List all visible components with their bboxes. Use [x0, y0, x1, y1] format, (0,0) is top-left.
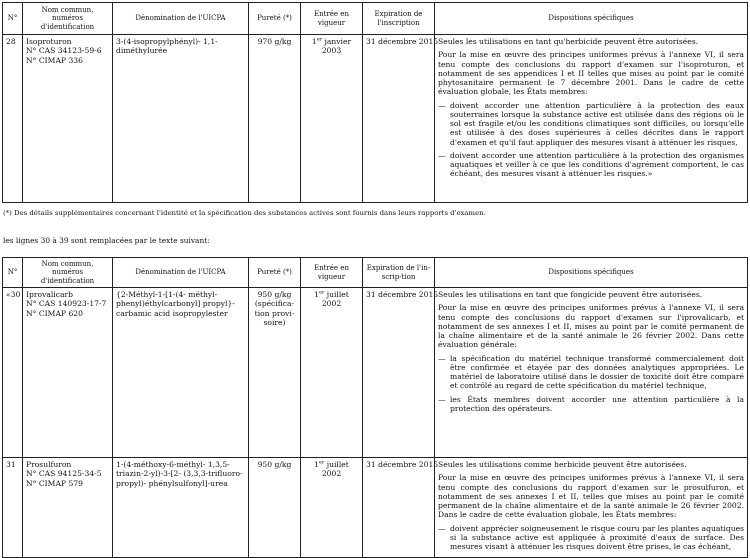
cas-number: N° CAS 94125-34-5 — [26, 469, 102, 479]
entry-day: 1 — [311, 37, 317, 46]
header-no: N° — [3, 3, 23, 35]
specific-provisions — [435, 458, 748, 558]
footnote: (*) Des détails supplémentaires concernant l'identité et la spécification des substances actives sont fournis dans leurs rapports d'examen. — [3, 209, 486, 217]
entry-rest: janvier 2003 — [321, 37, 352, 56]
iupac-name: {2-Méthyl-1-[1-(4- méthyl-phenyl)éthylcarbonyl] propyl}-carbamic acid isopropylester — [113, 288, 249, 458]
header-purity: Pureté (*) — [249, 3, 301, 35]
entry-day: 1 — [314, 290, 319, 299]
header-purity: Pureté (*) — [249, 258, 301, 288]
row-number: 28 — [3, 35, 23, 203]
header-provisions: Dispositions spécifiques — [435, 258, 748, 288]
dash-marker: — — [438, 100, 446, 110]
common-name-cell — [23, 288, 113, 458]
header-expiry: Expiration de l'inscription — [363, 3, 435, 35]
entry-rest: juillet 2002 — [321, 290, 349, 309]
provision-paragraph: Seules les utilisations en tant que fongicide peuvent être autorisées. — [438, 290, 703, 299]
substances-table-1 — [2, 2, 748, 203]
table-row — [3, 35, 748, 203]
cimap-number: N° CIMAP 336 — [26, 55, 83, 65]
table-row — [3, 288, 748, 458]
provision-dash-item — [438, 151, 744, 179]
specific-provisions — [435, 288, 748, 458]
dash-text: les États membres doivent accorder une attention particulière à la protection des opérateurs. — [450, 394, 744, 413]
purity-value: 950 g/kg — [249, 458, 301, 558]
iupac-name: 3-(4-isopropylphényl)- 1,1-diméthylurée — [113, 35, 249, 203]
header-common-name: Nom commun, numéros d'identification — [23, 258, 113, 288]
table-row — [3, 458, 748, 558]
provision-paragraph: Pour la mise en œuvre des principes uniformes prévus à l'annexe VI, il sera tenu compte des conclusions du rapport d'examen sur l'isoproturon, et notamment de ses appendices I et II telles que mises au point par le comité phytosanitaire permanent le 7 décembre 2001. Dans le cadre de cette évaluation globale, les États membres: — [438, 50, 744, 97]
dash-text: la spécification du matériel technique transformé commercialement doit être confirmée et étayée par des données analytiques appropriées. Le matériel de laboratoire utilisé dans le dossier de toxicité doit être comparé et contrôlé au regard de cette spécification du matériel technique, — [450, 353, 744, 391]
provision-paragraph: Pour la mise en œuvre des principes uniformes prévus à l'annexe VI, il sera tenu compte des conclusions du rapport d'examen sur le prosulfuron, et notamment de ses annexes I et II, telles que mises au point par le comité permanent de la chaîne alimentaire et de la santé animale le 26 février 2002. Dans le cadre de cette évaluation globale, les États membres: — [438, 473, 744, 520]
provision-dash-item — [438, 101, 744, 147]
dash-marker: — — [438, 523, 446, 533]
entry-date — [301, 35, 363, 203]
header-expiry: Expiration de l'in-scrip-tion — [363, 258, 435, 288]
cimap-number: N° CIMAP 620 — [26, 308, 83, 318]
provision-dash-item — [438, 395, 744, 414]
iupac-name: 1-(4-méthoxy-6-méthyl- 1,3,5-triazin-2-yl)-3-[2- (3,3,3-trifluoro-propyl)- phénylsulfonyl]-urea — [113, 458, 249, 558]
substances-table-2 — [2, 257, 748, 558]
table-header-row — [3, 3, 748, 35]
entry-rest: juillet 2002 — [321, 460, 349, 479]
dash-text: doivent accorder une attention particulière à la protection des organismes aquatiques et veiller à ce que les conditions d'agrément comportent, le cas échéant, des mesures visant à atténuer les risques.» — [450, 150, 744, 179]
purity-value: 970 g/kg — [249, 35, 301, 203]
dash-marker: — — [438, 394, 446, 404]
provision-paragraph: Seules les utilisations comme herbicide peuvent être autorisées. — [438, 460, 687, 469]
table-header-row — [3, 258, 748, 288]
header-entry: Entrée en vigueur — [301, 3, 363, 35]
cimap-number: N° CIMAP 579 — [26, 478, 83, 488]
substance-name: Prosulfuron — [26, 460, 72, 469]
header-iupac: Dénomination de l'UICPA — [113, 258, 249, 288]
entry-day: 1 — [314, 460, 319, 469]
row-number: «30 — [3, 288, 23, 458]
expiry-date: 31 décembre 2015 — [363, 35, 435, 203]
specific-provisions — [435, 35, 748, 203]
header-entry: Entrée en vigueur — [301, 258, 363, 288]
dash-marker: — — [438, 353, 446, 363]
entry-date — [301, 458, 363, 558]
header-no: N° — [3, 258, 23, 288]
entry-sup: er — [318, 289, 325, 296]
header-iupac: Dénomination de l'UICPA — [113, 3, 249, 35]
expiry-date: 31 décembre 2015 — [363, 288, 435, 458]
expiry-date: 31 décembre 2015 — [363, 458, 435, 558]
common-name-cell — [23, 458, 113, 558]
substance-name: Isoproturon — [26, 37, 72, 46]
provision-paragraph: Pour la mise en œuvre des principes uniformes prévus à l'annexe VI, il sera tenu compte des conclusions du rapport d'examen sur l'iprovalicarb, et notamment de ses annexes I et II, mises au point par le comité permanent de la chaîne alimentaire et de la santé animale le 26 février 2002. Dans cette évaluation générale: — [438, 303, 744, 350]
dash-marker: — — [438, 150, 446, 160]
provision-dash-item — [438, 524, 744, 552]
cas-number: N° CAS 34123-59-6 — [26, 46, 102, 56]
substance-name: Iprovalicarb — [26, 290, 74, 299]
entry-sup: er — [318, 459, 325, 466]
dash-text: doivent accorder une attention particulière à la protection des eaux souterraines lorsque la substance active est utilisée dans des régions où le sol est fragile et/ou les conditions climatiques sont difficiles, ou lorsqu'elle est utilisée à des doses supérieures à celles décrites dans le rapport d'examen et qu'il faut appliquer des mesures visant à atténuer les risques, — [450, 100, 744, 147]
entry-date — [301, 288, 363, 458]
provision-paragraph: Seules les utilisations en tant qu'herbicide peuvent être autorisées. — [438, 37, 699, 46]
header-common-name: Nom commun, numéros d'identification — [23, 3, 113, 35]
intro-text: les lignes 30 à 39 sont remplacées par le texte suivant: — [3, 236, 210, 245]
row-number: 31 — [3, 458, 23, 558]
purity-value: 950 g/kg (spécifica-tion provi-soire) — [249, 288, 301, 458]
provision-dash-item — [438, 354, 744, 391]
entry-sup: er — [316, 36, 323, 43]
dash-text: doivent apprécier soigneusement le risque couru par les plantes aquatiques si la substance active est appliquée à proximité d'eaux de surface. Des mesures visant à atténuer les risques doivent être prises, le cas échéant, — [450, 523, 744, 551]
header-provisions: Dispositions spécifiques — [435, 3, 748, 35]
cas-number: N° CAS 140923-17-7 — [26, 299, 107, 309]
common-name-cell — [23, 35, 113, 203]
